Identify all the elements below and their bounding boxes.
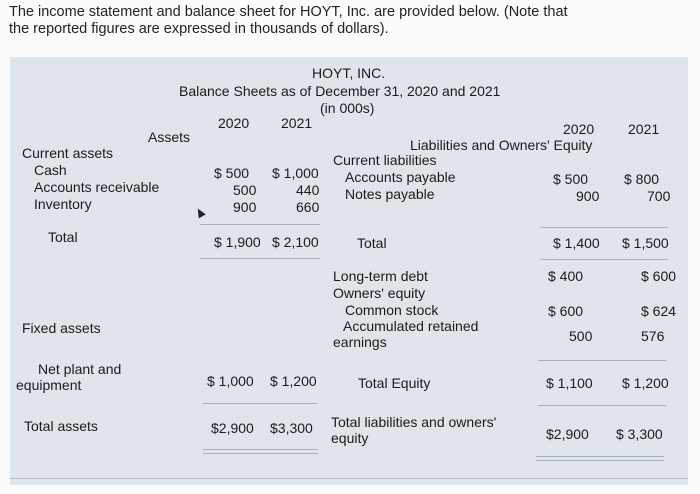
ar-2021: 440 (296, 182, 320, 198)
inventory-2021: 660 (296, 199, 320, 215)
current-liabilities-label: Current liabilities (333, 152, 437, 168)
equity-subtotal-rule (538, 360, 666, 361)
owners-equity-label: Owners' equity (333, 285, 426, 301)
total-assets-2020: $2,900 (211, 420, 254, 436)
liabilities-header: Liabilities and Owners' Equity (410, 137, 593, 153)
liab-total-2020: $ 1,400 (553, 235, 600, 251)
total-equity-label: Total Equity (358, 375, 431, 391)
cash-label: Cash (34, 162, 67, 178)
company-name: HOYT, INC. (312, 65, 386, 81)
total-assets-2021: $3,300 (270, 420, 313, 436)
units-note: (in 000s) (320, 100, 375, 116)
assets-total-2020: $ 1,900 (214, 234, 261, 250)
common-stock-2021: $ 624 (641, 303, 677, 319)
net-plant-label-1: Net plant and (38, 361, 122, 377)
ltd-label: Long-term debt (333, 268, 428, 284)
liab-year-2020: 2020 (563, 121, 595, 137)
ltd-2020: $ 400 (548, 268, 584, 284)
net-plant-2021: $ 1,200 (270, 373, 317, 389)
retained-earnings-label-1: Accumulated retained (343, 318, 479, 334)
total-liab-equity-2020: $2,900 (546, 426, 589, 442)
np-2020: 900 (576, 188, 600, 204)
np-label: Notes payable (345, 186, 435, 202)
common-stock-label: Common stock (345, 302, 439, 318)
total-equity-2021: $ 1,200 (622, 375, 669, 391)
liab-total-label: Total (357, 235, 387, 251)
sheet-title: Balance Sheets as of December 31, 2020 and 2021 (179, 83, 501, 99)
net-plant-label-2: equipment (16, 377, 82, 393)
assets-subtotal-rule (200, 224, 320, 225)
inventory-label: Inventory (34, 196, 92, 212)
common-stock-2020: $ 600 (548, 303, 584, 319)
np-2021: 700 (647, 188, 671, 204)
retained-earnings-2020: 500 (569, 328, 593, 344)
ap-label: Accounts payable (345, 169, 456, 185)
ar-2020: 500 (233, 182, 257, 198)
ap-2020: $ 500 (553, 171, 589, 187)
assets-total-label: Total (48, 229, 78, 245)
net-plant-rule (203, 403, 318, 404)
assets-year-2020: 2020 (218, 115, 250, 131)
intro-line-2: the reported figures are expressed in thousands of dollars). (9, 21, 389, 37)
panel-bottom-rule (10, 478, 688, 479)
fixed-assets-label: Fixed assets (22, 320, 101, 336)
total-equity-rule (538, 405, 666, 406)
ar-label: Accounts receivable (34, 179, 160, 195)
total-liab-equity-label-2: equity (331, 430, 369, 446)
total-liab-equity-double-rule (536, 456, 664, 461)
retained-earnings-2021: 576 (641, 328, 665, 344)
inventory-2020: 900 (233, 199, 257, 215)
ltd-2021: $ 600 (641, 268, 677, 284)
assets-total-rule (200, 258, 320, 259)
liab-year-2021: 2021 (628, 121, 660, 137)
intro-text (9, 4, 568, 38)
liab-total-2021: $ 1,500 (622, 235, 669, 251)
current-assets-label: Current assets (22, 145, 114, 161)
cash-2021: $ 1,000 (272, 165, 319, 181)
assets-total-2021: $ 2,100 (272, 234, 319, 250)
net-plant-2020: $ 1,000 (207, 373, 254, 389)
ap-2021: $ 800 (624, 171, 660, 187)
total-liab-equity-label-1: Total liabilities and owners' (331, 414, 497, 430)
total-assets-label: Total assets (24, 418, 98, 434)
retained-earnings-label-2: earnings (333, 334, 387, 350)
intro-line-1: The income statement and balance sheet for HOYT, Inc. are provided below. (Note that (9, 4, 568, 20)
total-liab-equity-2021: $ 3,300 (616, 426, 663, 442)
cash-2020: $ 500 (214, 165, 250, 181)
total-assets-double-rule (203, 449, 318, 454)
liab-total-rule (540, 259, 668, 260)
assets-year-2021: 2021 (281, 115, 313, 131)
total-equity-2020: $ 1,100 (546, 375, 593, 391)
assets-header: Assets (148, 129, 191, 145)
liab-subtotal-rule (540, 227, 668, 228)
